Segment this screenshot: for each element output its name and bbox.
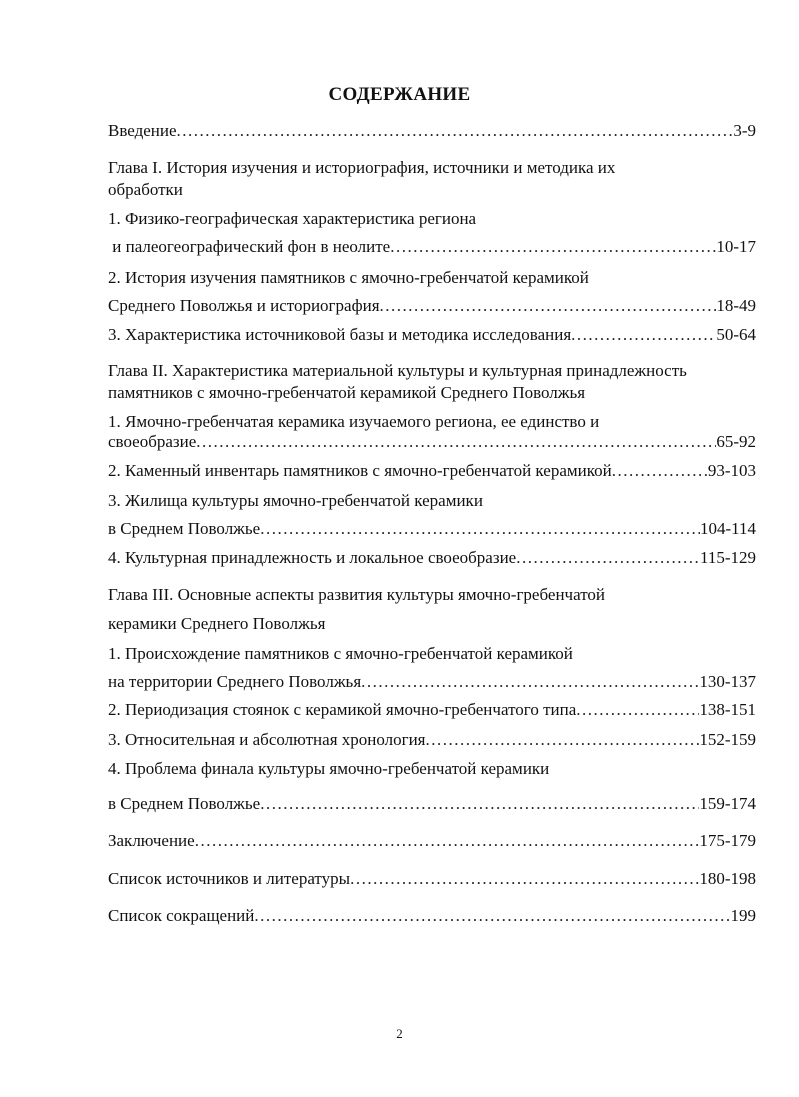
toc-entry xyxy=(108,671,756,693)
toc-entry xyxy=(108,905,756,927)
toc-entry-pages: 50-64 xyxy=(716,325,756,344)
toc-entry xyxy=(108,729,756,751)
leader-dots xyxy=(361,671,699,693)
toc-entry-pages: 93-103 xyxy=(707,461,756,480)
page-title: СОДЕРЖАНИЕ xyxy=(328,84,471,105)
toc-entry-text: в Среднем Поволжье xyxy=(108,794,261,813)
toc-entry-text: Введение xyxy=(108,121,177,140)
leader-dots xyxy=(350,868,699,890)
leader-dots xyxy=(196,431,716,453)
toc-chapter-heading: обработки xyxy=(108,180,183,199)
toc-entry-text: 3. Жилища культуры ямочно-гребенчатой керамики xyxy=(108,491,483,510)
toc-entry-pages: 152-159 xyxy=(699,730,756,749)
toc-entry xyxy=(108,431,756,453)
toc-entry xyxy=(108,236,756,258)
leader-dots xyxy=(426,729,700,751)
toc-entry xyxy=(108,120,756,142)
toc-entry-text: 1. Физико-географическая характеристика региона xyxy=(108,209,477,228)
toc-entry-pages: 199 xyxy=(730,906,756,925)
toc-entry-text: в Среднем Поволжье xyxy=(108,519,261,538)
toc-entry-text: 4. Культурная принадлежность и локальное своеобразие xyxy=(108,548,517,567)
toc-entry-pages: 104-114 xyxy=(699,519,756,538)
toc-entry-text: Список источников и литературы xyxy=(108,869,351,888)
toc-chapter-heading: Глава I. История изучения и историография, источники и методика их xyxy=(108,158,616,177)
toc-entry-pages: 138-151 xyxy=(699,700,756,719)
toc-entry-text: своеобразие xyxy=(108,432,197,451)
leader-dots xyxy=(260,518,700,540)
toc-chapter-heading: Глава III. Основные аспекты развития культуры ямочно-гребенчатой xyxy=(108,585,606,604)
leader-dots xyxy=(516,547,700,569)
toc-entry-text: 3. Характеристика источниковой базы и методика исследования xyxy=(108,325,572,344)
toc-chapter-heading: керамики Среднего Поволжья xyxy=(108,614,326,633)
toc-entry-text: 1. Ямочно-гребенчатая керамика изучаемого региона, ее единство и xyxy=(108,412,600,431)
toc-entry-pages: 10-17 xyxy=(716,237,756,256)
toc-entry-pages: 130-137 xyxy=(699,672,756,691)
toc-entry xyxy=(108,518,756,540)
toc-entry xyxy=(108,460,756,482)
toc-entry-text: и палеогеографический фон в неолите xyxy=(108,237,391,256)
leader-dots xyxy=(177,120,734,142)
toc-entry xyxy=(108,830,756,852)
toc-entry-text: 2. Периодизация стоянок с керамикой ямочно-гребенчатого типа xyxy=(108,700,577,719)
leader-dots xyxy=(254,905,730,927)
toc-chapter-heading: памятников с ямочно-гребенчатой керамикой Среднего Поволжья xyxy=(108,383,586,402)
toc-entry xyxy=(108,868,756,890)
toc-entry-text: 4. Проблема финала культуры ямочно-гребенчатой керамики xyxy=(108,759,550,778)
toc-entry-pages: 65-92 xyxy=(716,432,756,451)
toc-entry-text: на территории Среднего Поволжья xyxy=(108,672,362,691)
leader-dots xyxy=(195,830,700,852)
toc-entry xyxy=(108,324,756,346)
leader-dots xyxy=(260,793,699,815)
toc-entry-text: 3. Относительная и абсолютная хронология xyxy=(108,730,426,749)
page-number: 2 xyxy=(396,1026,403,1041)
toc-entry-pages: 159-174 xyxy=(699,794,756,813)
toc-entry-pages: 180-198 xyxy=(699,869,756,888)
toc-entry-text: 2. Каменный инвентарь памятников с ямочно-гребенчатой керамикой xyxy=(108,461,612,480)
toc-entry-pages: 18-49 xyxy=(716,296,756,315)
toc-entry-text: 1. Происхождение памятников с ямочно-гребенчатой керамикой xyxy=(108,644,573,663)
toc-entry-text: Среднего Поволжья и историография xyxy=(108,296,380,315)
toc-entry xyxy=(108,295,756,317)
toc-entry xyxy=(108,793,756,815)
toc-entry-text: 2. История изучения памятников с ямочно-гребенчатой керамикой xyxy=(108,268,589,287)
toc-entry-pages: 175-179 xyxy=(699,831,756,850)
leader-dots xyxy=(571,324,716,346)
toc-entry-text: Заключение xyxy=(108,831,195,850)
toc-chapter-heading: Глава II. Характеристика материальной культуры и культурная принадлежность xyxy=(108,361,687,380)
toc-entry-pages: 3-9 xyxy=(733,121,756,140)
leader-dots xyxy=(576,699,699,721)
toc-entry xyxy=(108,699,756,721)
toc-entry-pages: 115-129 xyxy=(699,548,756,567)
toc-entry-text: Список сокращений xyxy=(108,906,255,925)
leader-dots xyxy=(390,236,716,258)
leader-dots xyxy=(612,460,708,482)
leader-dots xyxy=(380,295,717,317)
toc-entry xyxy=(108,547,756,569)
